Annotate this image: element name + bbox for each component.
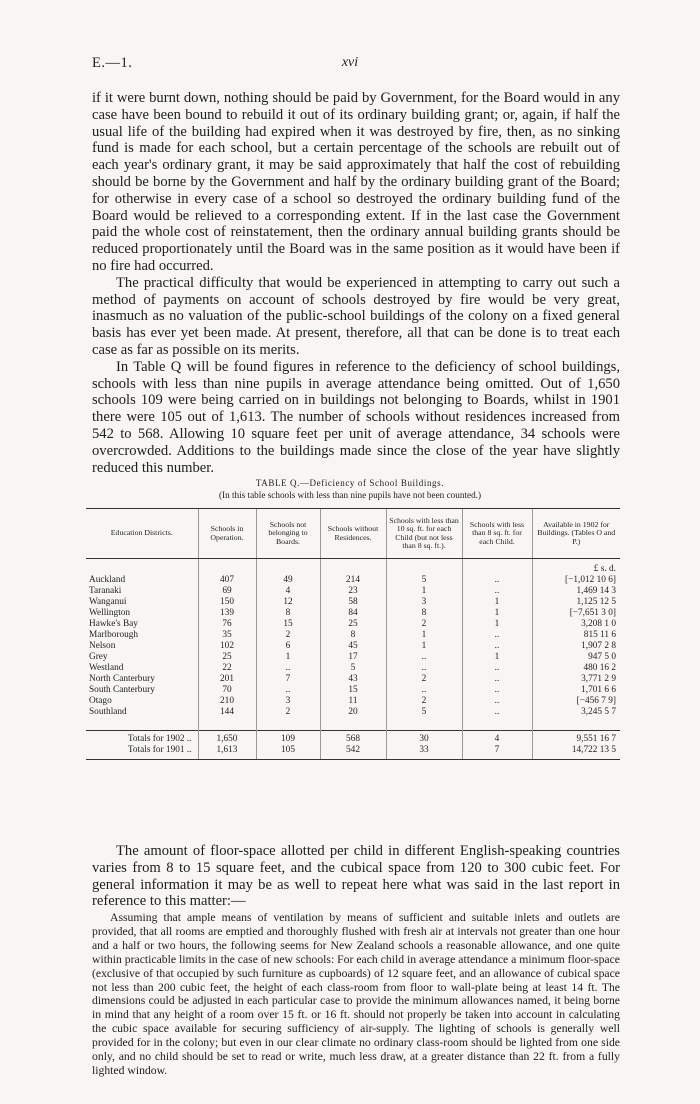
lt10-cell: 3 [386,597,462,608]
operation-cell: 150 [198,597,256,608]
lt8-cell: .. [462,696,532,707]
not-boards-cell: 8 [256,608,320,619]
lt10-cell: 2 [386,674,462,685]
lt10-cell: 2 [386,696,462,707]
district-cell: Marlborough [89,630,139,640]
total-not-boards-cell: 109 [256,731,320,746]
available-cell: [−456 7 9] [532,696,620,707]
total-lt8-cell: 7 [462,745,532,760]
total-available-cell: 14,722 13 5 [532,745,620,760]
lt8-cell: .. [462,641,532,652]
col-header-lt8: Schools with less than 8 sq. ft. for each Child. [462,509,532,559]
col-header-no-residence: Schools without Residences. [320,509,386,559]
available-cell: [−7,651 3 0] [532,608,620,619]
no-residence-cell: 214 [320,575,386,586]
no-residence-cell: 84 [320,608,386,619]
available-cell: 1,907 2 8 [532,641,620,652]
district-cell: Hawke's Bay [89,619,138,629]
district-cell: South Canterbury [89,685,155,695]
currency-row [86,559,620,576]
not-boards-cell: .. [256,685,320,696]
lt8-cell: 1 [462,652,532,663]
page-header [92,55,608,75]
total-operation-cell: 1,613 [198,745,256,760]
operation-cell: 201 [198,674,256,685]
lt10-cell: 1 [386,586,462,597]
col-header-district: Education Districts. [86,509,198,559]
not-boards-cell: 2 [256,630,320,641]
paragraph-3: In Table Q will be found figures in reference to the deficiency of school buildings, schools with less than nine pupils in average attendance being omitted. Out of 1,650 schools 109 were being carried on in buildings not belonging to Boards, whilst in 1901 there were 105 out of 1,613. The number of schools without residences increased from 542 to 568. Allowing 10 square feet per unit of average attendance, 34 schools were overcrowded. Additions to the buildings made since the close of the year have slightly reduced this number. [92,358,620,476]
available-cell: 1,469 14 3 [532,586,620,597]
operation-cell: 70 [198,685,256,696]
total-available-cell: 9,551 16 7 [532,731,620,746]
paragraph-1: if it were burnt down, nothing should be paid by Government, for the Board would in any case have been bound to rebuild it out of its ordinary building grant; or, again, if half the usual life of the building had expired when it was destroyed by fire, then, as no sinking fund is made for each school, but a certain percentage of the schools are rebuilt out of each year's ordinary grant, it may be said approximately that half the cost of rebuilding should be borne by the Government and half by the ordinary building grant of the Board; for otherwise in every case of a school so destroyed the ordinary building fund of the Board would be relieved to a corresponding extent. If in the last case the Government paid the whole cost of reinstatement, then the ordinary annual building grants should be reduced proportionately until the Board was in the same position as it would have been if no fire had occurred. [92,90,620,274]
lt10-cell: .. [386,663,462,674]
lt10-cell: .. [386,685,462,696]
table-row [86,652,620,663]
district-cell: Otago [89,696,112,706]
lt10-cell: 5 [386,707,462,718]
no-residence-cell: 17 [320,652,386,663]
lt8-cell: .. [462,685,532,696]
available-cell: [−1,012 10 6] [532,575,620,586]
lt10-cell: 1 [386,641,462,652]
available-cell: 3,245 5 7 [532,707,620,718]
lt8-cell: 1 [462,619,532,630]
currency-header: £ s. d. [532,559,620,576]
deficiency-table [86,508,620,760]
table-row [86,597,620,608]
lt8-cell: .. [462,674,532,685]
available-cell: 480 16 2 [532,663,620,674]
district-cell: Taranaki [89,586,122,596]
no-residence-cell: 5 [320,663,386,674]
lt10-cell: 8 [386,608,462,619]
not-boards-cell: 7 [256,674,320,685]
table-row [86,641,620,652]
table-row [86,619,620,630]
district-cell: Auckland [89,575,126,585]
district-cell: Grey [89,652,108,662]
no-residence-cell: 8 [320,630,386,641]
district-cell: Southland [89,707,127,717]
lt8-cell: .. [462,575,532,586]
lt8-cell: .. [462,663,532,674]
no-residence-cell: 15 [320,685,386,696]
totals-row [86,745,620,760]
lt8-cell: 1 [462,597,532,608]
operation-cell: 139 [198,608,256,619]
top-paragraphs [92,90,620,476]
available-cell: 1,701 6 6 [532,685,620,696]
district-cell: Wanganui [89,597,127,607]
district-cell: Wellington [89,608,131,618]
col-header-operation: Schools in Operation. [198,509,256,559]
operation-cell: 76 [198,619,256,630]
totals-label: Totals for 1902 .. [86,731,198,746]
available-cell: 3,771 2 9 [532,674,620,685]
district-cell: Nelson [89,641,116,651]
operation-cell: 69 [198,586,256,597]
total-not-boards-cell: 105 [256,745,320,760]
lt10-cell: .. [386,652,462,663]
col-header-lt10: Schools with less than 10 sq. ft. for each Child (but not less than 8 sq. ft.). [386,509,462,559]
table-row [86,575,620,586]
no-residence-cell: 23 [320,586,386,597]
available-cell: 947 5 0 [532,652,620,663]
lt8-cell: .. [462,586,532,597]
table-row [86,608,620,619]
not-boards-cell: 12 [256,597,320,608]
district-cell: Westland [89,663,124,673]
paragraph-2: The practical difficulty that would be experienced in attempting to carry out such a method of payments on account of schools destroyed by fire would be very great, inasmuch as no valuation of the public-school buildings of the colony on a fixed general basis has ever yet been made. At present, therefore, all that can be done is to treat each case as far as possible on its merits. [92,274,620,358]
col-header-available: Available in 1902 for Buildings. (Tables O and P.) [532,509,620,559]
lt10-cell: 5 [386,575,462,586]
table-title: TABLE Q.—Deficiency of School Buildings. [255,478,445,488]
table-row [86,630,620,641]
table-row [86,685,620,696]
operation-cell: 22 [198,663,256,674]
not-boards-cell: .. [256,663,320,674]
operation-cell: 210 [198,696,256,707]
available-cell: 815 11 6 [532,630,620,641]
no-residence-cell: 43 [320,674,386,685]
lt8-cell: .. [462,707,532,718]
total-lt10-cell: 33 [386,745,462,760]
operation-cell: 35 [198,630,256,641]
table-row [86,586,620,597]
total-no-residence-cell: 568 [320,731,386,746]
not-boards-cell: 4 [256,586,320,597]
spacer-row [86,718,620,731]
total-lt10-cell: 30 [386,731,462,746]
not-boards-cell: 1 [256,652,320,663]
operation-cell: 25 [198,652,256,663]
table-note: (In this table schools with less than nine pupils have not been counted.) [218,490,482,500]
table-row [86,707,620,718]
lt10-cell: 2 [386,619,462,630]
no-residence-cell: 45 [320,641,386,652]
operation-cell: 144 [198,707,256,718]
table-row [86,663,620,674]
operation-cell: 407 [198,575,256,586]
col-header-not-boards: Schools not belonging to Boards. [256,509,320,559]
not-boards-cell: 6 [256,641,320,652]
table-row [86,674,620,685]
paragraph-after-table: The amount of floor-space allotted per child in different English-speaking countries varies from 8 to 15 square feet, and the cubical space from 120 to 300 cubic feet. For general information it may be as well to repeat here what was said in the last report in reference to this matter:— [92,843,620,910]
lt8-cell: 1 [462,608,532,619]
table-row [86,696,620,707]
not-boards-cell: 2 [256,707,320,718]
lt8-cell: .. [462,630,532,641]
not-boards-cell: 49 [256,575,320,586]
total-operation-cell: 1,650 [198,731,256,746]
series-label: E.—1. [92,55,133,71]
total-lt8-cell: 4 [462,731,532,746]
district-cell: North Canterbury [89,674,155,684]
not-boards-cell: 3 [256,696,320,707]
quoted-passage: Assuming that ample means of ventilation by means of sufficient and suitable inlets and outlets are provided, that all rooms are emptied and thoroughly flushed with fresh air at intervals not greater than one hour and a half or two hours, the following seems for New Zealand schools a reasonable allowance, and one quite within practicable limits in the case of new schools: For each child in average attendance a minimum floor-space (exclusive of that occupied by such furniture as cupboards) of 12 square feet, and an allowance of cubical space not less than 200 cubic feet, the height of each class-room from floor to wall-plate being at least 14 ft. The dimensions could be adjusted in each particular case to provide the minimum allowances named, it being borne in mind that any height of a room over 15 ft. or 16 ft. should not properly be taken into account in calculating the cubic space available for securing sufficiency of air-supply. The lighting of schools is generally well provided for in the colony; but even in our clear climate no ordinary class-room should be lighted from one side only, and no child should be set to read or write, much less draw, at a greater distance than 22 ft. from a fully lighted window. [92,911,620,1077]
totals-row [86,731,620,746]
table-body [86,559,620,760]
lt10-cell: 1 [386,630,462,641]
table-header-row [86,509,620,559]
no-residence-cell: 25 [320,619,386,630]
no-residence-cell: 20 [320,707,386,718]
no-residence-cell: 58 [320,597,386,608]
available-cell: 1,125 12 5 [532,597,620,608]
page-number: xvi [341,55,359,70]
total-no-residence-cell: 542 [320,745,386,760]
no-residence-cell: 11 [320,696,386,707]
not-boards-cell: 15 [256,619,320,630]
operation-cell: 102 [198,641,256,652]
totals-label: Totals for 1901 .. [86,745,198,760]
available-cell: 3,208 1 0 [532,619,620,630]
